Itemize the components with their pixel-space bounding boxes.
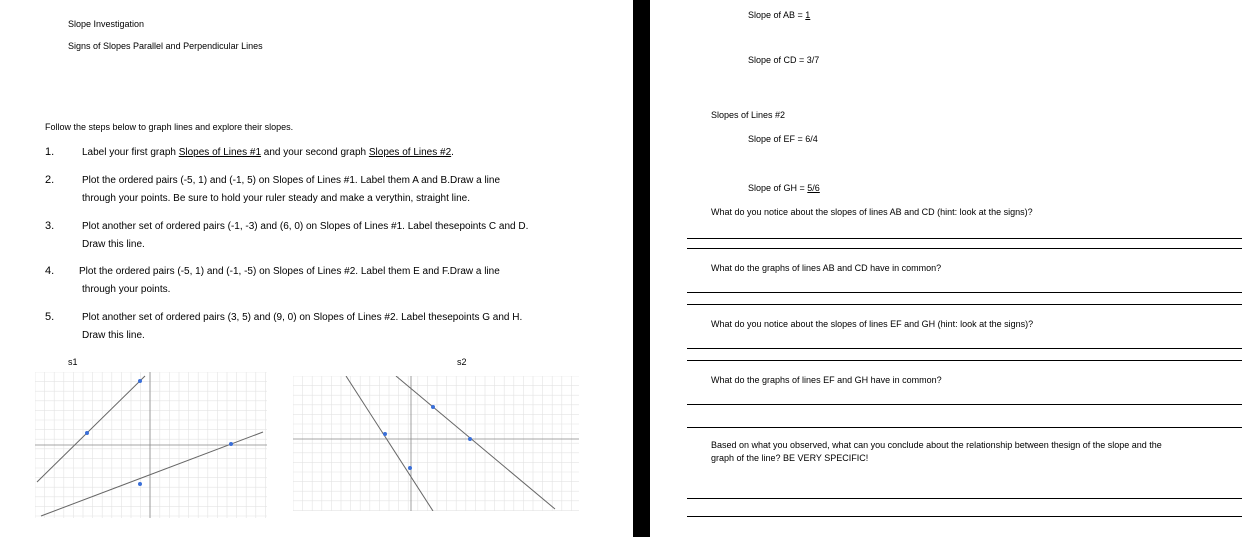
- doc-subtitle: Signs of Slopes Parallel and Perpendicular Lines: [68, 41, 263, 51]
- graph-2-point-g: [431, 405, 435, 409]
- graph-1-point-b: [138, 379, 142, 383]
- step-3-text: [82, 218, 528, 254]
- graph-1-label: s1: [68, 357, 78, 367]
- step-1-number: 1.: [45, 146, 55, 158]
- step-5-number: 5.: [45, 311, 55, 323]
- step-2-number: 2.: [45, 174, 55, 186]
- step-4-line-2: through your points.: [82, 284, 171, 295]
- answer-line: [687, 348, 1242, 349]
- graph-1-line-ab: [37, 376, 145, 482]
- step-1-text: [82, 144, 454, 162]
- step-2-line-1: Plot the ordered pairs (-5, 1) and (-1, 5) on Slopes of Lines #1. Label them A and B.Draw a line: [82, 175, 501, 186]
- step-5-text: [82, 309, 522, 345]
- answer-line: [687, 427, 1242, 428]
- step-1-mid: and your second graph: [261, 147, 369, 158]
- step-3-line-2: Draw this line.: [82, 239, 145, 250]
- question-3: What do you notice about the slopes of lines EF and GH (hint: look at the signs)?: [711, 319, 1034, 329]
- answer-line: [687, 292, 1242, 293]
- answer-line: [687, 248, 1242, 249]
- question-5-line-2: graph of the line? BE VERY SPECIFIC!: [711, 453, 869, 463]
- answer-line: [687, 404, 1242, 405]
- question-5-line-1: Based on what you observed, what can you conclude about the relationship between thesign of the slope and the: [711, 440, 1162, 450]
- step-5-line-2: Draw this line.: [82, 330, 145, 341]
- slopes-of-lines-2-heading: Slopes of Lines #2: [711, 110, 786, 120]
- step-1-post: .: [451, 147, 454, 158]
- answer-line: [687, 238, 1242, 239]
- graph-2-point-h: [468, 437, 472, 441]
- question-1: What do you notice about the slopes of lines AB and CD (hint: look at the signs)?: [711, 207, 1033, 217]
- answer-line: [687, 304, 1242, 305]
- step-4-number: 4.: [45, 265, 55, 277]
- answer-line: [687, 498, 1242, 499]
- graph-2-point-e: [383, 432, 387, 436]
- right-page: [650, 0, 1255, 537]
- answer-line: [687, 516, 1242, 517]
- slope-ab: [748, 10, 810, 20]
- slope-gh-value: 5/6: [807, 183, 820, 193]
- question-4: What do the graphs of lines EF and GH have in common?: [711, 375, 942, 385]
- step-1-pre: Label your first graph: [82, 147, 179, 158]
- step-2-line-2: through your points. Be sure to hold your ruler steady and make a verythin, straight line.: [82, 193, 470, 204]
- slope-ef: Slope of EF = 6/4: [748, 134, 818, 144]
- graph-1-slopes-of-lines-1: [35, 372, 267, 518]
- slope-ab-label: Slope of AB =: [748, 10, 806, 20]
- graph-1-point-d: [229, 442, 233, 446]
- slope-gh: [748, 183, 820, 193]
- step-3-number: 3.: [45, 220, 55, 232]
- graph-2-label: s2: [457, 357, 467, 367]
- doc-title: Slope Investigation: [68, 19, 145, 29]
- question-2: What do the graphs of lines AB and CD have in common?: [711, 263, 942, 273]
- graph-1-point-c: [138, 482, 142, 486]
- answer-line: [687, 360, 1242, 361]
- step-3-line-1: Plot another set of ordered pairs (-1, -3) and (6, 0) on Slopes of Lines #1. Label thesepoints C and D.: [82, 221, 529, 232]
- step-4-line-1: Plot the ordered pairs (-5, 1) and (-1, -5) on Slopes of Lines #2. Label them E and F.Draw a line: [79, 266, 500, 277]
- graph-2-slopes-of-lines-2: [293, 376, 579, 511]
- slope-ab-value: 1: [805, 10, 811, 20]
- graph-2-point-f: [408, 466, 412, 470]
- slope-gh-label: Slope of GH =: [748, 183, 808, 193]
- graph-1-point-a: [85, 431, 89, 435]
- step-1-graph1-name: Slopes of Lines #1: [178, 147, 261, 158]
- step-5-line-1: Plot another set of ordered pairs (3, 5) and (9, 0) on Slopes of Lines #2. Label thesepoints G and H.: [82, 312, 523, 323]
- step-2-text: [82, 172, 500, 208]
- intro-text: Follow the steps below to graph lines and explore their slopes.: [45, 122, 294, 132]
- step-4-text: [79, 263, 500, 299]
- slope-cd: Slope of CD = 3/7: [748, 55, 820, 65]
- step-1-graph2-name: Slopes of Lines #2: [368, 147, 452, 158]
